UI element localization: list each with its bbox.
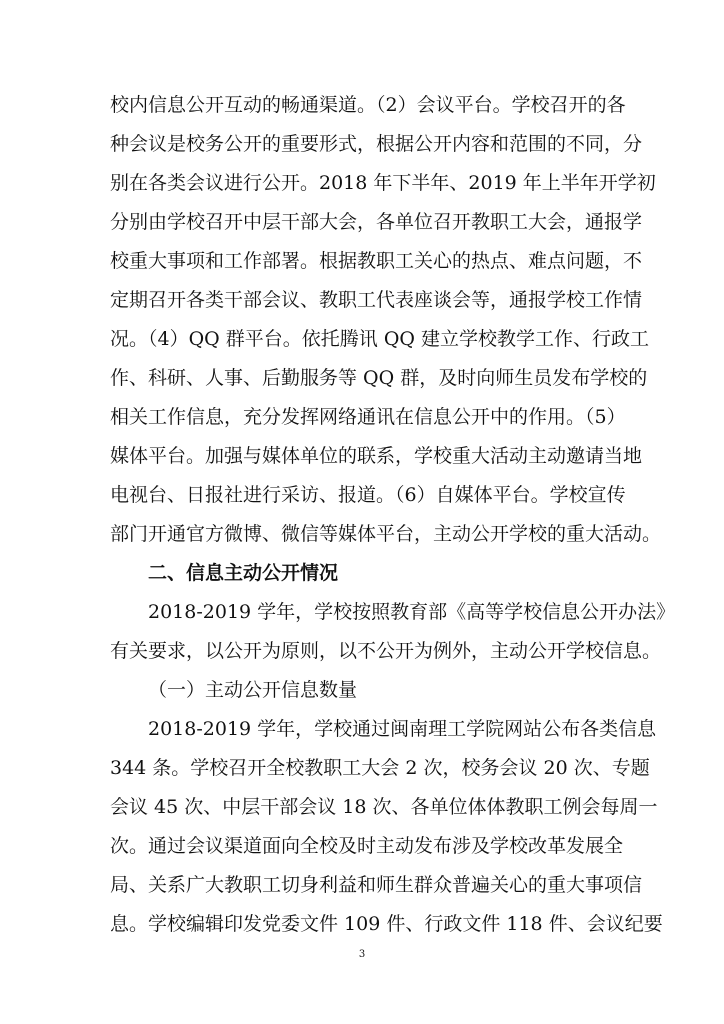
paragraph-line: 定期召开各类干部会议、教职工代表座谈会等，通报学校工作情	[110, 289, 643, 311]
paragraph-line: 344 条。学校召开全校教职工大会 2 次，校务会议 20 次、专题	[110, 757, 650, 779]
paragraph-line: 相关工作信息，充分发挥网络通讯在信息公开中的作用。（5）	[110, 406, 626, 428]
paragraph-line: 电视台、日报社进行采访、报道。（6）自媒体平台。学校宣传	[110, 484, 626, 506]
paragraph-line: 次。通过会议渠道面向全校及时主动发布涉及学校改革发展全	[110, 835, 624, 857]
paragraph-line: 况。（4）QQ 群平台。依托腾讯 QQ 建立学校教学工作、行政工	[110, 328, 650, 350]
paragraph-line: 种会议是校务公开的重要形式，根据公开内容和范围的不同，分	[110, 133, 643, 155]
paragraph-line: 2018-2019 学年，学校通过闽南理工学院网站公布各类信息	[148, 718, 657, 740]
paragraph-line: 校重大事项和工作部署。根据教职工关心的热点、难点问题，不	[110, 250, 643, 272]
paragraph-line: 部门开通官方微博、微信等媒体平台，主动公开学校的重大活动。	[110, 523, 662, 545]
paragraph-line: 分别由学校召开中层干部大会，各单位召开教职工大会，通报学	[110, 211, 643, 233]
paragraph-line: 校内信息公开互动的畅通渠道。（2）会议平台。学校召开的各	[110, 94, 626, 116]
section-heading: 二、信息主动公开情况	[148, 562, 339, 584]
subsection-heading: （一）主动公开信息数量	[148, 679, 358, 701]
paragraph-line: 别在各类会议进行公开。2018 年下半年、2019 年上半年开学初	[110, 172, 656, 194]
paragraph-line: 作、科研、人事、后勤服务等 QQ 群，及时向师生员发布学校的	[110, 367, 648, 389]
paragraph-line: 2018-2019 学年，学校按照教育部《高等学校信息公开办法》	[148, 601, 676, 623]
paragraph-line: 会议 45 次、中层干部会议 18 次、各单位体体教职工例会每周一	[110, 796, 658, 818]
paragraph-line: 息。学校编辑印发党委文件 109 件、行政文件 118 件、会议纪要	[110, 913, 663, 935]
paragraph-line: 媒体平台。加强与媒体单位的联系，学校重大活动主动邀请当地	[110, 445, 643, 467]
page-number: 3	[358, 949, 366, 960]
paragraph-line: 有关要求，以公开为原则，以不公开为例外，主动公开学校信息。	[110, 640, 662, 662]
paragraph-line: 局、关系广大教职工切身利益和师生群众普遍关心的重大事项信	[110, 874, 643, 896]
